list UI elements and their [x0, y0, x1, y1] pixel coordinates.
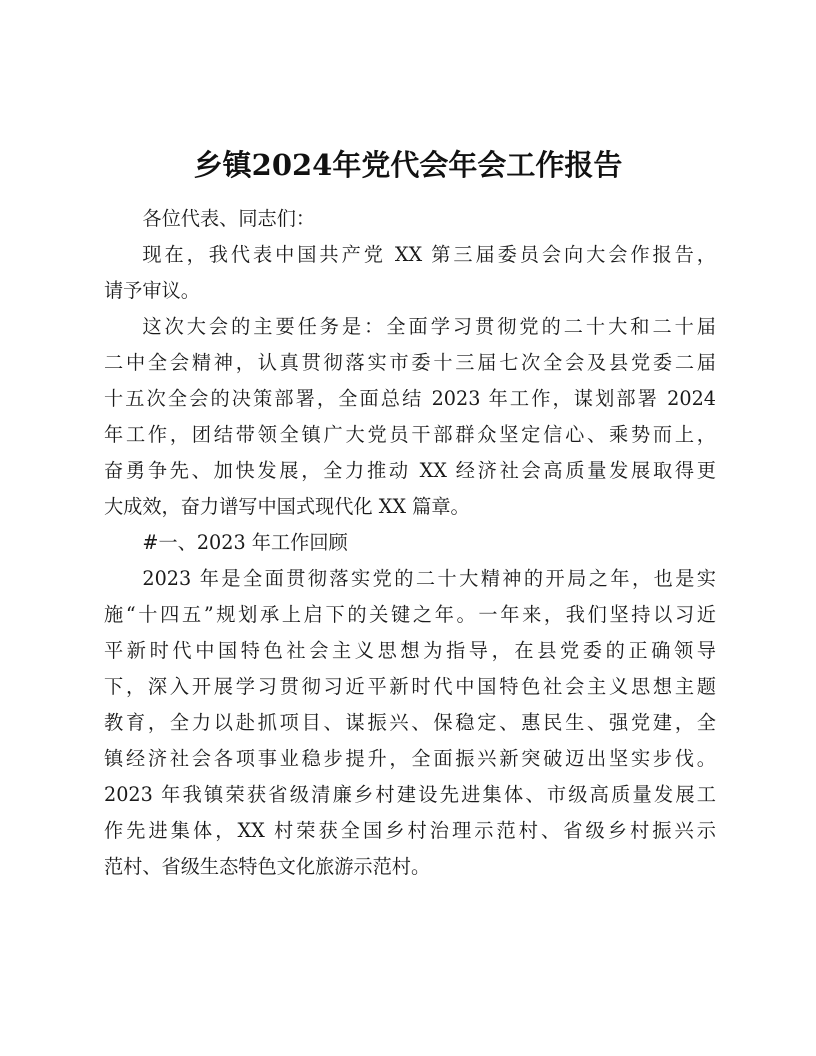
paragraph-line: 各位代表、同志们：: [142, 207, 316, 230]
intro-paragraph: [104, 237, 716, 309]
document-body: [104, 201, 716, 885]
paragraph-line: 镇经济社会各项事业稳步提升，全面振兴新突破迈出坚实步伐。: [104, 747, 716, 770]
paragraph-line: 2023 年我镇荣获省级清廉乡村建设先进集体、市级高质量发展工: [104, 783, 716, 806]
paragraph-line: 大成效，奋力谱写中国式现代化 XX 篇章。: [104, 495, 470, 518]
salutation-paragraph: [104, 201, 716, 237]
section-heading: [104, 525, 716, 561]
review-paragraph: [104, 561, 716, 885]
paragraph-line: 年工作，团结带领全镇广大党员干部群众坚定信心、乘势而上，: [104, 423, 716, 446]
paragraph-line: 这次大会的主要任务是：全面学习贯彻党的二十大和二十届: [142, 315, 716, 338]
paragraph-line: 施“十四五”规划承上启下的关键之年。一年来，我们坚持以习近: [104, 603, 716, 626]
paragraph-line: 请予审议。: [104, 279, 200, 302]
paragraph-line: #一、2023 年工作回顾: [142, 531, 348, 554]
paragraph-line: 平新时代中国特色社会主义思想为指导，在县党委的正确领导: [104, 639, 716, 662]
task-paragraph: [104, 309, 716, 525]
paragraph-line: 现在，我代表中国共产党 XX 第三届委员会向大会作报告，: [142, 243, 716, 266]
paragraph-line: 下，深入开展学习贯彻习近平新时代中国特色社会主义思想主题: [104, 675, 716, 698]
paragraph-line: 作先进集体，XX 村荣获全国乡村治理示范村、省级乡村振兴示: [104, 819, 716, 842]
paragraph-line: 范村、省级生态特色文化旅游示范村。: [104, 855, 431, 878]
paragraph-line: 2023 年是全面贯彻落实党的二十大精神的开局之年，也是实: [142, 567, 716, 590]
paragraph-line: 十五次全会的决策部署，全面总结 2023 年工作，谋划部署 2024: [104, 387, 716, 410]
paragraph-line: 教育，全力以赴抓项目、谋振兴、保稳定、惠民生、强党建，全: [104, 711, 716, 734]
document-title: 乡镇2024年党代会年会工作报告: [193, 148, 623, 182]
paragraph-line: 二中全会精神，认真贯彻落实市委十三届七次全会及县党委二届: [104, 351, 716, 374]
paragraph-line: 奋勇争先、加快发展，全力推动 XX 经济社会高质量发展取得更: [104, 459, 716, 482]
